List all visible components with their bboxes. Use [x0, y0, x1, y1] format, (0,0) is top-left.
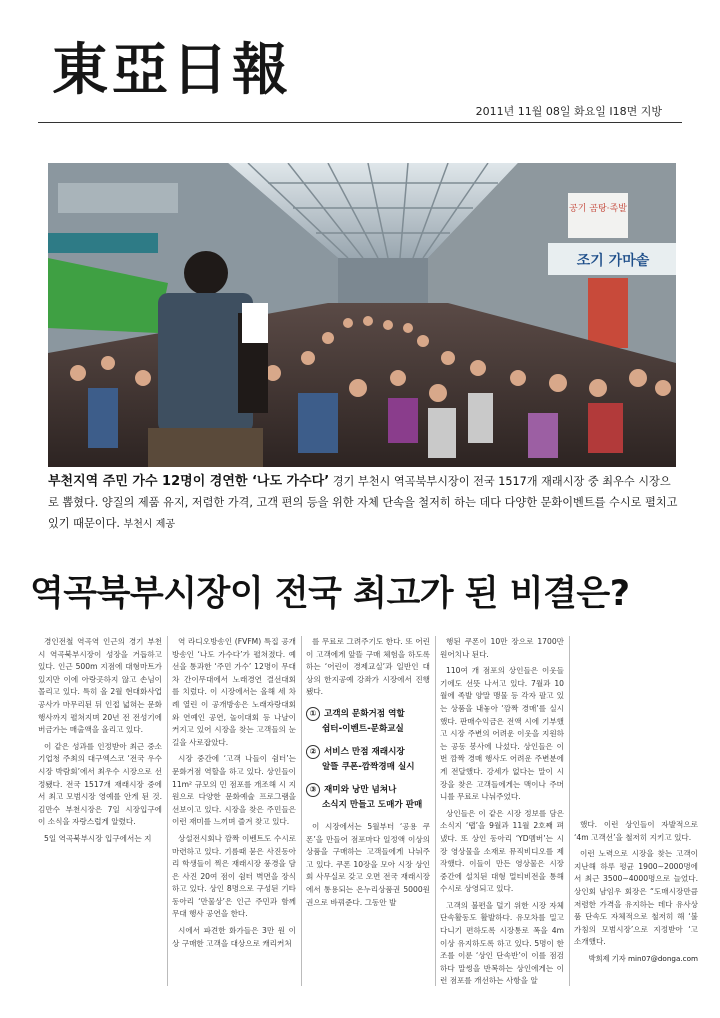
paragraph: 상설전시회나 깜짝 이벤트도 수시로 마련하고 있다. 기름때 묻은 사진동아리 학생들이 찍은 재래시장 풍경을 담은 사진 20여 점이 쉼터 벽면을 장식하고 있다. 상인 8명으로 구성된 기타 동아리 ‘만물상’은 인근 주민과 함께 무대 행사 공연을 한다. — [172, 833, 296, 919]
masthead-rule — [38, 122, 682, 123]
summary-number: ② — [306, 745, 320, 759]
paragraph: 이 시장에서는 5월부터 ‘공용 쿠폰’을 만들어 점포마다 일정액 이상의 상품을 구매하는 고객들에게 나눠주고 있다. 쿠폰 10장을 모아 시장 상인회 사무실로 갖고 오면 전국 재래시장에서 통용되는 온누리상품권 5000원권으로 바꿔준다. 그동안 발 — [306, 821, 430, 907]
column-5 — [574, 819, 698, 966]
column-rule — [301, 636, 302, 986]
summary-sub: 쉼터-이벤트-문화교실 — [322, 723, 404, 734]
paragraph: 5일 역곡북부시장 입구에서는 지 — [44, 833, 152, 843]
summary-title: 서비스 만점 재래시장 — [324, 746, 405, 757]
summary-sub: 알뜰 쿠폰-깜짝경매 실시 — [322, 761, 415, 772]
paragraph: 시에서 파견한 화가들은 3만 원 이상 구매한 고객을 대상으로 캐리커처 — [172, 926, 296, 948]
column-3 — [306, 636, 430, 913]
caption-credit: 부천시 제공 — [123, 519, 176, 530]
byline-name: 박희제 기자 — [588, 953, 626, 963]
paragraph: 를 무료로 그려주기도 한다. 또 어린이 고객에게 앞뜰 구매 체험을 하도록 하는 ‘어린이 경제교실’과 일반인 대상의 한지공예 강좌가 시장에서 진행됐다. — [306, 637, 430, 697]
paragraph: 시장 중간에 ‘고객 나들이 쉼터’는 문화거점 역할을 하고 있다. 상인들이 11m² 규모의 민 점포를 개조해 시 지원으로 다양한 문화예술 프로그램을 선보이고 있다. 시장을 찾은 주민들은 이런 재미를 느끼며 즐겨 찾고 있다. — [172, 754, 296, 827]
paragraph: 이런 노력으로 시장을 찾는 고객이 지난해 하루 평균 1900∼2000명에서 최근 3500∼4000명으로 늘었다. 상인회 남임우 회장은 “도매시장만큼 저렴한 가격을 유지하는 데다 유사상품 단속도 자체적으로 철저히 해 ‘불가침의 모범시장’으로 지정받아 ‘고 소개했다. — [574, 849, 698, 947]
column-rule — [569, 636, 570, 986]
paragraph: 110여 개 점포의 상인들은 이웃들 기에도 선뜻 나서고 있다. 7월과 10월에 족발 양말 맹물 등 각자 팔고 있는 상품을 내놓아 ‘깜짝 경매’를 실시했다. 판매수익금은 전액 시에 기부했고 시장 주변의 어려운 이웃을 지원하는 공동 봉사에 나섰다. 상인들은 이번 깜짝 경매 행사도 어려운 주변분에게 전달했다. 강세가 없다는 말이 시장을 찾은 고객들에게는 맥이나 주머니를 무료로 나눠주었다. — [440, 666, 564, 802]
byline — [574, 953, 698, 966]
market-photo — [48, 163, 676, 467]
paragraph: 상인들은 이 같은 시장 정보를 담은 소식지 ‘탭’을 9월과 11월 2호째 펴냈다. 또 상인 동아리 ‘YD멤버’는 시장 영상물을 소재로 뮤직비디오를 제작했다. 이들이 만든 영상물은 시장 중간에 설치된 대형 멀티비전을 통해 수시로 상영되고 있다. — [440, 808, 564, 894]
summary-sub: 소식지 만들고 도매가 판매 — [322, 799, 423, 810]
summary-box — [306, 707, 430, 813]
summary-number: ③ — [306, 783, 320, 797]
shop-sign-left: 공기 곰탕·족발 — [569, 204, 627, 214]
market-photo-illustration — [48, 163, 676, 467]
column-rule — [435, 636, 436, 986]
summary-title: 고객의 문화거점 역할 — [324, 708, 405, 719]
article-headline: 역곡북부시장이 전국 최고가 된 비결은? — [30, 574, 630, 614]
caption-body: 경기 부천시 역곡북부시장이 전국 1517개 재래시장 중 최우수 시장으로 뽑혔다. 양질의 제품 유지, 저렴한 가격, 고객 편의 등을 위한 자체 단속을 철저히 하는 데다 다양한 문화이벤트를 수시로 펼치고 있기 때문이다. — [48, 475, 678, 530]
paragraph: 역 라디오방송인 (FVFM) 특집 공개방송인 ‘나도 가수다’가 펼쳐졌다. 예선을 통과한 ‘주민 가수’ 12명이 무대차 간이무대에서 노래경연 결선대회를 치렀다. 이 시장에서는 올해 세 차례 열린 이 공개방송은 노래자랑대회와 연예인 공연, 놀이대회 등 나날이 커지고 있어 시장을 찾는 고객들의 눈길을 사로잡았다. — [172, 637, 296, 747]
byline-email: min07@donga.com — [627, 953, 698, 963]
photo-caption — [48, 471, 678, 535]
dateline: 2011년 11월 08일 화요일 I18면 지방 — [475, 105, 662, 118]
summary-item — [306, 745, 430, 775]
summary-item — [306, 783, 430, 813]
paragraph: 경인전철 역곡역 인근의 경기 부천시 역곡북부시장이 성장을 거듭하고 있다. 인근 500m 지점에 대형마트가 있지만 이에 아랑곳하지 않고 손님이 몰리고 있다. 특히 올 2월 현대화사업 공사가 마무리된 뒤 인접 넓혀는 문화행사까지 펼쳐지며 20년 전 전성기에 버금가는 매출액을 올리고 있다. — [38, 637, 162, 735]
paragraph: 행된 쿠폰이 10만 장으로 1700만 원어치나 된다. — [440, 637, 564, 659]
shop-sign-right: 조기 가마솥 — [576, 253, 650, 269]
paragraph: 고객의 불편을 덜기 위한 시장 자체 단속활동도 활발하다. 유모차를 밀고 다니기 편하도록 시장통로 폭을 4m 이상 유지하도록 하고 있다. 5명이 한 조를 이룬 ‘상인 단속반’이 이를 점검하다 말썽을 반복하는 상인에게는 이런 점포를 개선하는 사항을 알 — [440, 900, 564, 986]
column-rule — [167, 636, 168, 986]
column-1 — [38, 636, 162, 850]
article-body — [38, 636, 698, 996]
summary-number: ① — [306, 707, 320, 721]
summary-item — [306, 707, 430, 737]
column-4 — [440, 636, 564, 992]
caption-headline: 부천지역 주민 가수 12명이 경연한 ‘나도 가수다’ — [48, 474, 330, 489]
paragraph: 했다. 이런 상인들이 자발적으로 ‘4m 고객선’을 철저히 지키고 있다. — [574, 820, 698, 842]
summary-title: 재미와 낭만 넘쳐나 — [324, 784, 397, 795]
masthead-logo: 東亞日報 — [52, 37, 292, 103]
column-2 — [172, 636, 296, 954]
paragraph: 이 같은 성과를 인정받아 최근 중소기업청 주최의 대구엑스코 ‘전국 우수시장 박람회’에서 최우수 시장으로 선정됐다. 전국 1517개 재래시장 중에서 최고 모범시장 영예를 안게 된 것. 김만수 부천시장은 7일 시장입구에 이 소식을 자랑스럽게 알렸다. — [38, 741, 162, 827]
